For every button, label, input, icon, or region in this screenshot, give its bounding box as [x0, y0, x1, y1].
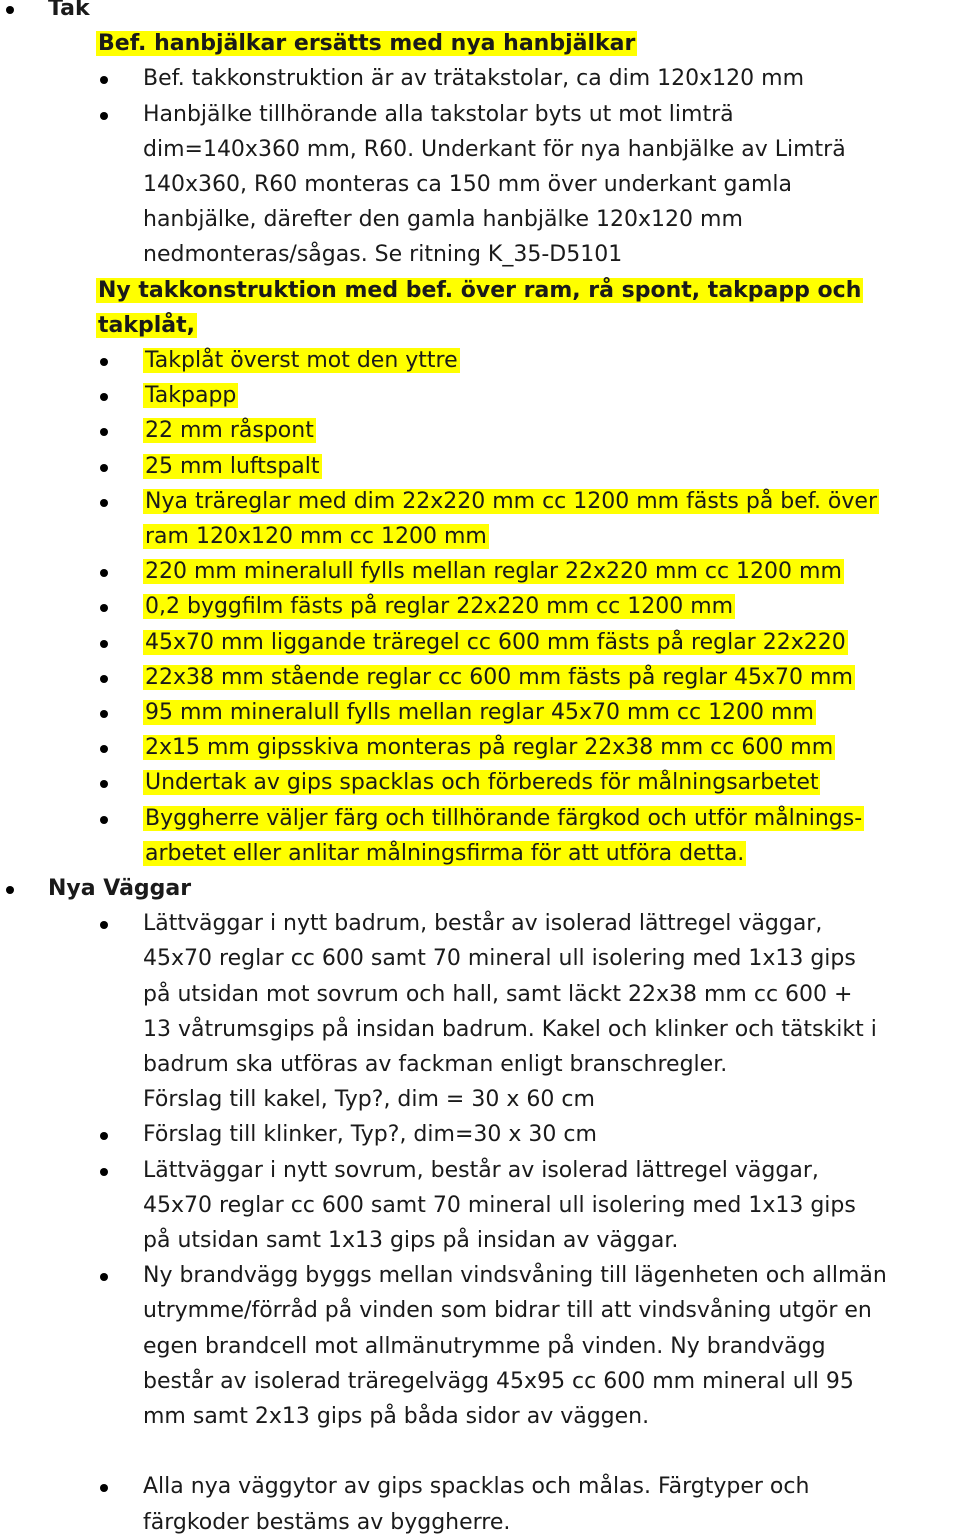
- ny-item-12-line-0: [143, 805, 864, 835]
- bullet-ny-0: [100, 358, 108, 366]
- ny-item-0-line-0: [143, 347, 460, 377]
- bef-item-1-line-1: [143, 136, 846, 166]
- ny-item-2-line-0: [143, 417, 316, 447]
- bullet-ny-7: [100, 640, 108, 648]
- vagg-item-3-line-1: [143, 1297, 872, 1327]
- ny-item-12-line-1-text: arbetet eller anlitar målningsfirma för att utföra detta.: [145, 840, 745, 866]
- vagg-item-3-line-3: [143, 1368, 854, 1398]
- bullet-vagg-0: [100, 921, 108, 929]
- vagg-item-0-line-2: [143, 981, 852, 1011]
- ny-item-7-line-0: [143, 629, 848, 659]
- vagg-item-3-line-3-text: består av isolerad träregelvägg 45x95 cc 600 mm mineral ull 95: [143, 1368, 854, 1394]
- ny-item-7-line-0-text: 45x70 mm liggande träregel cc 600 mm fästs på reglar 22x220: [145, 629, 846, 655]
- vagg-item-0-line-1-text: 45x70 reglar cc 600 samt 70 mineral ull isolering med 1x13 gips: [143, 946, 856, 972]
- vagg-item-0-line-3: [143, 1016, 877, 1046]
- ny-item-3-line-0: [143, 453, 322, 483]
- subheading-ny-line-1-text: takplåt,: [98, 312, 196, 338]
- heading-tak: [48, 0, 90, 25]
- bef-item-0-line-0-text: Bef. takkonstruktion är av trätakstolar, ca dim 120x120 mm: [143, 66, 805, 92]
- ny-item-8-line-0-text: 22x38 mm stående reglar cc 600 mm fästs på reglar 45x70 mm: [145, 664, 853, 690]
- ny-item-6-line-0-text: 0,2 byggfilm fästs på reglar 22x220 mm cc 1200 mm: [145, 594, 734, 620]
- subheading-ny-line-0-text: Ny takkonstruktion med bef. över ram, rå spont, takpapp och: [98, 277, 862, 303]
- ny-item-2-line-0-text: 22 mm råspont: [145, 418, 314, 444]
- ny-item-4-line-1: [143, 523, 489, 553]
- vagg-item-0-line-0-text: Lättväggar i nytt badrum, består av isolerad lättregel väggar,: [143, 911, 823, 937]
- ny-item-5-line-0-text: 220 mm mineralull fylls mellan reglar 22x220 mm cc 1200 mm: [145, 559, 842, 585]
- vagg-item-4-line-0-text: Alla nya väggytor av gips spacklas och målas. Färgtyper och: [143, 1474, 810, 1500]
- vagg-item-3-line-1-text: utrymme/förråd på vinden som bidrar till att vindsvåning utgör en: [143, 1298, 872, 1324]
- bef-item-0-line-0: [143, 65, 804, 95]
- ny-item-11-line-0-text: Undertak av gips spacklas och förbereds för målningsarbetet: [145, 770, 819, 796]
- bef-item-1-line-1-text: dim=140x360 mm, R60. Underkant för nya hanbjälke av Limträ: [143, 136, 846, 162]
- vagg-item-4-line-1-text: färgkoder bestäms av byggherre.: [143, 1509, 511, 1535]
- bullet-vaggar: [6, 886, 14, 894]
- ny-item-12-line-1: [143, 840, 746, 870]
- bullet-ny-4: [100, 499, 108, 507]
- vagg-item-3-line-4-text: mm samt 2x13 gips på båda sidor av väggen.: [143, 1404, 650, 1429]
- bef-item-1-line-0: [143, 101, 734, 131]
- vagg-item-3-line-2: [143, 1333, 826, 1363]
- bullet-ny-9: [100, 710, 108, 718]
- bullet-tak: [6, 6, 14, 14]
- subheading-ny-line-1: [96, 312, 197, 342]
- vagg-item-0-line-3-text: 13 våtrumsgips på insidan badrum. Kakel och klinker och tätskikt i: [143, 1016, 877, 1042]
- vagg-item-2-line-2-text: på utsidan samt 1x13 gips på insidan av väggar.: [143, 1228, 679, 1253]
- vagg-item-0-line-2-text: på utsidan mot sovrum och hall, samt läckt 22x38 mm cc 600 +: [143, 981, 853, 1007]
- ny-item-5-line-0: [143, 558, 844, 588]
- bullet-ny-1: [100, 393, 108, 401]
- ny-item-4-line-0: [143, 488, 879, 518]
- vagg-item-1-line-0-text: Förslag till klinker, Typ?, dim=30 x 30 cm: [143, 1122, 597, 1148]
- heading-vaggar: [48, 875, 191, 905]
- ny-item-8-line-0: [143, 664, 855, 694]
- subheading-ny-line-0: [96, 277, 863, 307]
- vagg-item-2-line-1: [143, 1192, 856, 1222]
- bullet-ny-3: [100, 464, 108, 472]
- bef-item-1-line-2-text: 140x360, R60 monteras ca 150 mm över underkant gamla: [143, 172, 792, 197]
- ny-item-6-line-0: [143, 593, 735, 623]
- vagg-item-3-line-2-text: egen brandcell mot allmänutrymme på vinden. Ny brandvägg: [143, 1333, 826, 1359]
- bullet-vagg-3: [100, 1273, 108, 1281]
- bullet-ny-11: [100, 780, 108, 788]
- ny-item-0-line-0-text: Takplåt överst mot den yttre: [145, 348, 458, 373]
- vagg-item-2-line-0-text: Lättväggar i nytt sovrum, består av isolerad lättregel väggar,: [143, 1157, 819, 1183]
- bef-item-1-line-4-text: nedmonteras/sågas. Se ritning K_35-D5101: [143, 242, 623, 268]
- ny-item-10-line-0-text: 2x15 mm gipsskiva monteras på reglar 22x38 mm cc 600 mm: [145, 735, 834, 761]
- vagg-item-0-line-1: [143, 945, 856, 975]
- vagg-item-3-line-0: [143, 1262, 887, 1292]
- bullet-vagg-2: [100, 1168, 108, 1176]
- vagg-item-4-line-0: [143, 1473, 809, 1503]
- vagg-item-0-line-4-text: badrum ska utföras av fackman enligt branschregler.: [143, 1052, 728, 1077]
- vagg-item-4-line-1: [143, 1509, 510, 1539]
- bullet-bef-1: [100, 112, 108, 120]
- subheading-bef-text: Bef. hanbjälkar ersätts med nya hanbjälkar: [98, 31, 636, 57]
- bullet-ny-8: [100, 675, 108, 683]
- ny-item-9-line-0-text: 95 mm mineralull fylls mellan reglar 45x70 mm cc 1200 mm: [145, 700, 814, 725]
- ny-item-10-line-0: [143, 734, 835, 764]
- bef-item-1-line-0-text: Hanbjälke tillhörande alla takstolar byts ut mot limträ: [143, 101, 734, 127]
- vagg-item-2-line-2: [143, 1227, 678, 1257]
- vagg-item-2-line-1-text: 45x70 reglar cc 600 samt 70 mineral ull isolering med 1x13 gips: [143, 1192, 856, 1218]
- heading-vaggar-text: Nya Väggar: [48, 876, 192, 901]
- heading-tak-text: Tak: [48, 0, 90, 21]
- ny-item-11-line-0: [143, 769, 820, 799]
- ny-item-4-line-1-text: ram 120x120 mm cc 1200 mm: [145, 524, 487, 549]
- bullet-vagg-4: [100, 1484, 108, 1492]
- vagg-item-1-line-0: [143, 1121, 597, 1151]
- bef-item-1-line-2: [143, 171, 792, 201]
- bef-item-1-line-3: [143, 206, 743, 236]
- bullet-ny-6: [100, 604, 108, 612]
- ny-item-12-line-0-text: Byggherre väljer färg och tillhörande färgkod och utför målnings-: [145, 805, 863, 831]
- ny-item-1-line-0: [143, 382, 238, 412]
- bullet-bef-0: [100, 76, 108, 84]
- ny-item-1-line-0-text: Takpapp: [145, 383, 237, 409]
- vagg-item-0-line-4: [143, 1051, 727, 1081]
- bullet-ny-5: [100, 569, 108, 577]
- vagg-item-3-line-4: [143, 1403, 649, 1433]
- vagg-item-0-line-5: [143, 1086, 595, 1116]
- bullet-ny-12: [100, 816, 108, 824]
- ny-item-4-line-0-text: Nya träreglar med dim 22x220 mm cc 1200 mm fästs på bef. över: [145, 488, 877, 514]
- subheading-bef: [96, 30, 637, 60]
- vagg-item-0-line-5-text: Förslag till kakel, Typ?, dim = 30 x 60 cm: [143, 1087, 595, 1113]
- ny-item-9-line-0: [143, 699, 816, 729]
- vagg-item-3-line-0-text: Ny brandvägg byggs mellan vindsvåning till lägenheten och allmän: [143, 1263, 887, 1289]
- bullet-ny-10: [100, 745, 108, 753]
- bef-item-1-line-3-text: hanbjälke, därefter den gamla hanbjälke 120x120 mm: [143, 207, 743, 233]
- bullet-ny-2: [100, 428, 108, 436]
- vagg-item-2-line-0: [143, 1157, 819, 1187]
- ny-item-3-line-0-text: 25 mm luftspalt: [145, 453, 320, 479]
- bef-item-1-line-4: [143, 241, 622, 271]
- vagg-item-0-line-0: [143, 910, 822, 940]
- bullet-vagg-1: [100, 1132, 108, 1140]
